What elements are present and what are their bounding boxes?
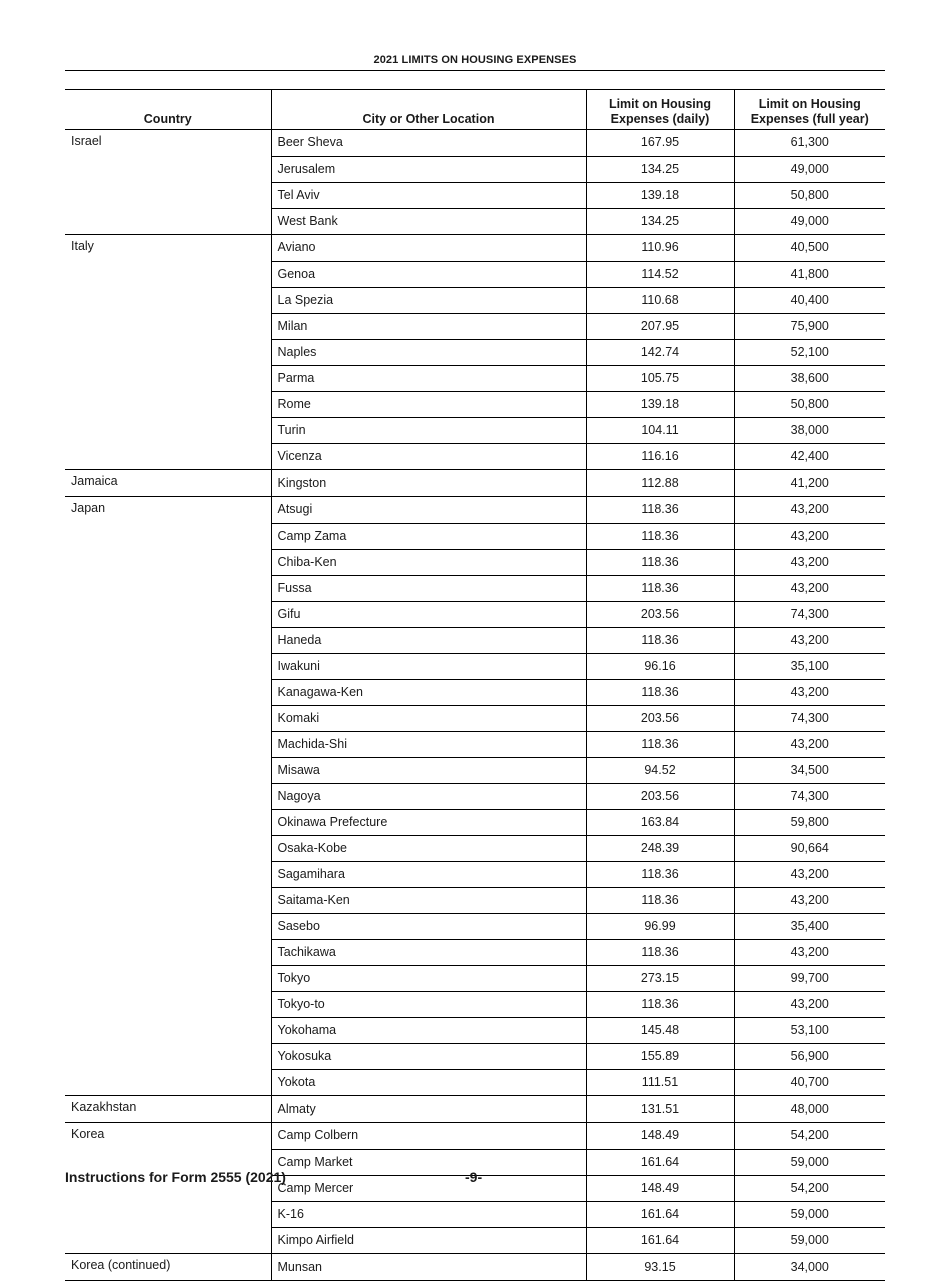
yearly-limit-cell: 99,700 xyxy=(734,965,885,991)
daily-limit-cell: 114.52 xyxy=(586,261,734,287)
daily-limit-cell: 105.75 xyxy=(586,365,734,391)
yearly-limit-cell: 74,300 xyxy=(734,783,885,809)
country-cell xyxy=(65,731,271,757)
city-cell: Genoa xyxy=(271,261,586,287)
country-cell xyxy=(65,391,271,417)
yearly-limit-cell: 43,200 xyxy=(734,679,885,705)
city-cell: Saitama-Ken xyxy=(271,887,586,913)
table-row xyxy=(65,965,885,991)
city-cell: Fussa xyxy=(271,575,586,601)
city-cell: Camp Mercer xyxy=(271,1175,586,1201)
country-cell xyxy=(65,913,271,939)
daily-limit-cell: 118.36 xyxy=(586,549,734,575)
country-cell: Korea xyxy=(65,1123,271,1150)
yearly-limit-cell: 41,800 xyxy=(734,261,885,287)
column-header-yearly-limit xyxy=(734,90,885,130)
country-cell xyxy=(65,679,271,705)
daily-limit-cell: 118.36 xyxy=(586,575,734,601)
daily-limit-cell: 118.36 xyxy=(586,939,734,965)
daily-limit-cell: 134.25 xyxy=(586,208,734,235)
city-cell: Vicenza xyxy=(271,443,586,470)
daily-limit-cell: 203.56 xyxy=(586,705,734,731)
table-row xyxy=(65,549,885,575)
country-cell xyxy=(65,287,271,313)
yearly-limit-cell: 75,900 xyxy=(734,313,885,339)
city-cell: Okinawa Prefecture xyxy=(271,809,586,835)
yearly-limit-cell: 43,200 xyxy=(734,549,885,575)
daily-limit-cell: 167.95 xyxy=(586,130,734,157)
city-cell: Tokyo xyxy=(271,965,586,991)
city-cell: Yokota xyxy=(271,1069,586,1096)
country-cell xyxy=(65,627,271,653)
table-row xyxy=(65,809,885,835)
country-cell xyxy=(65,653,271,679)
yearly-limit-cell: 49,000 xyxy=(734,156,885,182)
country-cell xyxy=(65,182,271,208)
yearly-limit-cell: 50,800 xyxy=(734,391,885,417)
table-row xyxy=(65,443,885,470)
city-cell: Rome xyxy=(271,391,586,417)
city-cell: Munsan xyxy=(271,1254,586,1281)
city-cell: Camp Zama xyxy=(271,523,586,549)
daily-limit-cell: 131.51 xyxy=(586,1096,734,1123)
yearly-limit-cell: 43,200 xyxy=(734,523,885,549)
country-cell xyxy=(65,887,271,913)
table-row xyxy=(65,1227,885,1254)
yearly-limit-cell: 50,800 xyxy=(734,182,885,208)
yearly-limit-cell: 38,000 xyxy=(734,417,885,443)
city-cell: Naples xyxy=(271,339,586,365)
city-cell: Kingston xyxy=(271,470,586,497)
country-cell xyxy=(65,417,271,443)
country-cell xyxy=(65,523,271,549)
daily-limit-cell: 248.39 xyxy=(586,835,734,861)
country-cell: Japan xyxy=(65,497,271,524)
yearly-limit-cell: 41,200 xyxy=(734,470,885,497)
yearly-limit-cell: 43,200 xyxy=(734,861,885,887)
city-cell: Osaka-Kobe xyxy=(271,835,586,861)
daily-limit-cell: 118.36 xyxy=(586,731,734,757)
yearly-limit-cell: 49,000 xyxy=(734,208,885,235)
table-row xyxy=(65,261,885,287)
daily-header-line1: Limit on Housing xyxy=(608,97,712,111)
table-row xyxy=(65,991,885,1017)
daily-limit-cell: 134.25 xyxy=(586,156,734,182)
country-cell xyxy=(65,549,271,575)
yearly-limit-cell: 40,500 xyxy=(734,235,885,262)
country-cell: Kazakhstan xyxy=(65,1096,271,1123)
city-cell: Tel Aviv xyxy=(271,182,586,208)
city-cell: Sagamihara xyxy=(271,861,586,887)
table-row xyxy=(65,1017,885,1043)
yearly-limit-cell: 43,200 xyxy=(734,991,885,1017)
yearly-limit-cell: 43,200 xyxy=(734,497,885,524)
city-cell: Kanagawa-Ken xyxy=(271,679,586,705)
yearly-limit-cell: 43,200 xyxy=(734,731,885,757)
daily-limit-cell: 104.11 xyxy=(586,417,734,443)
table-row xyxy=(65,287,885,313)
country-cell xyxy=(65,1069,271,1096)
table-row xyxy=(65,939,885,965)
housing-limits-table xyxy=(65,89,885,1281)
page-header: 2021 LIMITS ON HOUSING EXPENSES xyxy=(373,54,577,66)
daily-limit-cell: 145.48 xyxy=(586,1017,734,1043)
table-row xyxy=(65,835,885,861)
daily-limit-cell: 118.36 xyxy=(586,991,734,1017)
table-row xyxy=(65,1096,885,1123)
table-row xyxy=(65,1123,885,1150)
footer-form-title: Instructions for Form 2555 (2021) xyxy=(65,1169,286,1185)
daily-limit-cell: 110.96 xyxy=(586,235,734,262)
city-cell: Yokosuka xyxy=(271,1043,586,1069)
daily-limit-cell: 163.84 xyxy=(586,809,734,835)
table-row xyxy=(65,679,885,705)
table-row xyxy=(65,130,885,157)
header-rule xyxy=(65,70,885,71)
yearly-limit-cell: 90,664 xyxy=(734,835,885,861)
yearly-limit-cell: 35,100 xyxy=(734,653,885,679)
daily-limit-cell: 112.88 xyxy=(586,470,734,497)
daily-limit-cell: 118.36 xyxy=(586,887,734,913)
daily-limit-cell: 203.56 xyxy=(586,601,734,627)
table-row xyxy=(65,705,885,731)
yearly-limit-cell: 42,400 xyxy=(734,443,885,470)
country-cell xyxy=(65,365,271,391)
daily-limit-cell: 93.15 xyxy=(586,1254,734,1281)
table-row xyxy=(65,575,885,601)
country-cell xyxy=(65,965,271,991)
table-row xyxy=(65,313,885,339)
city-cell: Komaki xyxy=(271,705,586,731)
yearly-limit-cell: 43,200 xyxy=(734,939,885,965)
city-cell: K-16 xyxy=(271,1201,586,1227)
column-header-daily-limit xyxy=(586,90,734,130)
table-row xyxy=(65,339,885,365)
country-cell xyxy=(65,991,271,1017)
table-row xyxy=(65,156,885,182)
table-row xyxy=(65,523,885,549)
table-row xyxy=(65,913,885,939)
daily-limit-cell: 96.16 xyxy=(586,653,734,679)
year-header-line1: Limit on Housing xyxy=(758,97,861,111)
yearly-limit-cell: 48,000 xyxy=(734,1096,885,1123)
country-cell xyxy=(65,939,271,965)
city-cell: Turin xyxy=(271,417,586,443)
yearly-limit-cell: 43,200 xyxy=(734,627,885,653)
city-cell: Parma xyxy=(271,365,586,391)
table-row xyxy=(65,1069,885,1096)
country-cell xyxy=(65,757,271,783)
city-cell: Haneda xyxy=(271,627,586,653)
city-cell: Tachikawa xyxy=(271,939,586,965)
city-cell: Aviano xyxy=(271,235,586,262)
yearly-limit-cell: 38,600 xyxy=(734,365,885,391)
daily-limit-cell: 161.64 xyxy=(586,1227,734,1254)
daily-limit-cell: 142.74 xyxy=(586,339,734,365)
country-cell xyxy=(65,1017,271,1043)
table-row xyxy=(65,783,885,809)
table-row xyxy=(65,757,885,783)
daily-limit-cell: 148.49 xyxy=(586,1175,734,1201)
country-cell xyxy=(65,861,271,887)
yearly-limit-cell: 56,900 xyxy=(734,1043,885,1069)
daily-limit-cell: 207.95 xyxy=(586,313,734,339)
footer-page-number: -9- xyxy=(465,1169,483,1185)
daily-limit-cell: 94.52 xyxy=(586,757,734,783)
country-cell xyxy=(65,313,271,339)
country-cell xyxy=(65,783,271,809)
table-header xyxy=(65,90,885,130)
column-header-country: Country xyxy=(65,90,271,130)
country-cell xyxy=(65,1201,271,1227)
country-cell xyxy=(65,705,271,731)
country-cell xyxy=(65,261,271,287)
daily-limit-cell: 111.51 xyxy=(586,1069,734,1096)
table-row xyxy=(65,653,885,679)
yearly-limit-cell: 59,000 xyxy=(734,1227,885,1254)
yearly-limit-cell: 40,700 xyxy=(734,1069,885,1096)
country-cell xyxy=(65,601,271,627)
country-cell xyxy=(65,208,271,235)
city-cell: Beer Sheva xyxy=(271,130,586,157)
table-row xyxy=(65,497,885,524)
city-cell: La Spezia xyxy=(271,287,586,313)
daily-limit-cell: 139.18 xyxy=(586,182,734,208)
yearly-limit-cell: 59,000 xyxy=(734,1201,885,1227)
table-row xyxy=(65,182,885,208)
city-cell: Misawa xyxy=(271,757,586,783)
daily-limit-cell: 118.36 xyxy=(586,679,734,705)
yearly-limit-cell: 61,300 xyxy=(734,130,885,157)
city-cell: Almaty xyxy=(271,1096,586,1123)
yearly-limit-cell: 52,100 xyxy=(734,339,885,365)
daily-header-line2: Expenses (daily) xyxy=(610,112,710,126)
table-body xyxy=(65,130,885,1281)
daily-limit-cell: 110.68 xyxy=(586,287,734,313)
country-cell: Italy xyxy=(65,235,271,262)
yearly-limit-cell: 59,800 xyxy=(734,809,885,835)
city-cell: Camp Market xyxy=(271,1149,586,1175)
daily-limit-cell: 139.18 xyxy=(586,391,734,417)
daily-limit-cell: 118.36 xyxy=(586,861,734,887)
yearly-limit-cell: 43,200 xyxy=(734,887,885,913)
city-cell: Chiba-Ken xyxy=(271,549,586,575)
yearly-limit-cell: 40,400 xyxy=(734,287,885,313)
country-cell: Jamaica xyxy=(65,470,271,497)
table-row xyxy=(65,470,885,497)
country-cell xyxy=(65,575,271,601)
city-cell: Atsugi xyxy=(271,497,586,524)
table-row xyxy=(65,1254,885,1281)
country-cell xyxy=(65,156,271,182)
country-cell xyxy=(65,443,271,470)
table-row xyxy=(65,627,885,653)
city-cell: Kimpo Airfield xyxy=(271,1227,586,1254)
daily-limit-cell: 203.56 xyxy=(586,783,734,809)
yearly-limit-cell: 34,500 xyxy=(734,757,885,783)
yearly-limit-cell: 74,300 xyxy=(734,705,885,731)
daily-limit-cell: 273.15 xyxy=(586,965,734,991)
daily-limit-cell: 116.16 xyxy=(586,443,734,470)
table-row xyxy=(65,1043,885,1069)
daily-limit-cell: 155.89 xyxy=(586,1043,734,1069)
yearly-limit-cell: 54,200 xyxy=(734,1175,885,1201)
daily-limit-cell: 96.99 xyxy=(586,913,734,939)
city-cell: Nagoya xyxy=(271,783,586,809)
table-row xyxy=(65,887,885,913)
table-row xyxy=(65,731,885,757)
city-cell: Machida-Shi xyxy=(271,731,586,757)
yearly-limit-cell: 43,200 xyxy=(734,575,885,601)
column-header-city: City or Other Location xyxy=(271,90,586,130)
city-cell: Iwakuni xyxy=(271,653,586,679)
table-row xyxy=(65,235,885,262)
year-header-line2: Expenses (full year) xyxy=(750,112,869,126)
table-row xyxy=(65,391,885,417)
yearly-limit-cell: 59,000 xyxy=(734,1149,885,1175)
country-cell xyxy=(65,835,271,861)
yearly-limit-cell: 34,000 xyxy=(734,1254,885,1281)
yearly-limit-cell: 35,400 xyxy=(734,913,885,939)
city-cell: Jerusalem xyxy=(271,156,586,182)
table-row xyxy=(65,861,885,887)
city-cell: West Bank xyxy=(271,208,586,235)
yearly-limit-cell: 53,100 xyxy=(734,1017,885,1043)
table-row xyxy=(65,417,885,443)
daily-limit-cell: 161.64 xyxy=(586,1201,734,1227)
table-row xyxy=(65,365,885,391)
table-row xyxy=(65,601,885,627)
city-cell: Gifu xyxy=(271,601,586,627)
city-cell: Milan xyxy=(271,313,586,339)
country-cell: Israel xyxy=(65,130,271,157)
table-row xyxy=(65,208,885,235)
country-cell xyxy=(65,809,271,835)
country-cell: Korea (continued) xyxy=(65,1254,271,1281)
table-row xyxy=(65,1201,885,1227)
daily-limit-cell: 118.36 xyxy=(586,627,734,653)
daily-limit-cell: 148.49 xyxy=(586,1123,734,1150)
country-cell xyxy=(65,1043,271,1069)
city-cell: Yokohama xyxy=(271,1017,586,1043)
yearly-limit-cell: 54,200 xyxy=(734,1123,885,1150)
city-cell: Sasebo xyxy=(271,913,586,939)
city-cell: Camp Colbern xyxy=(271,1123,586,1150)
daily-limit-cell: 118.36 xyxy=(586,523,734,549)
daily-limit-cell: 161.64 xyxy=(586,1149,734,1175)
daily-limit-cell: 118.36 xyxy=(586,497,734,524)
yearly-limit-cell: 74,300 xyxy=(734,601,885,627)
country-cell xyxy=(65,1227,271,1254)
country-cell xyxy=(65,339,271,365)
city-cell: Tokyo-to xyxy=(271,991,586,1017)
